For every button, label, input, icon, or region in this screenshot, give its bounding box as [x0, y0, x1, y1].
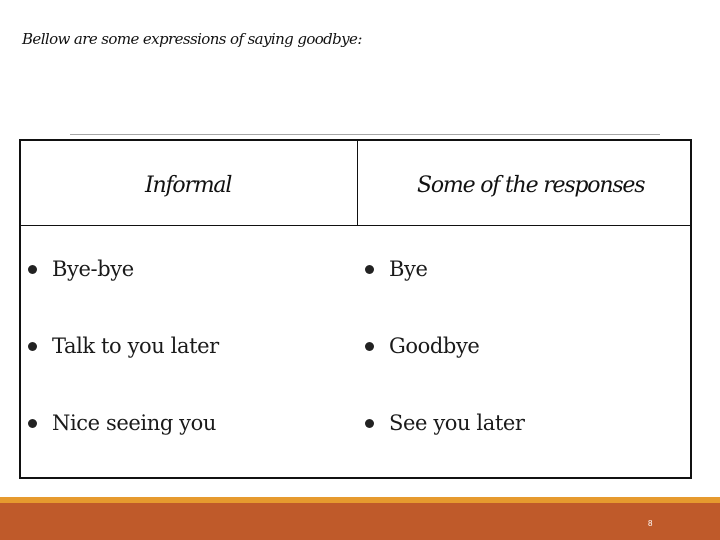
response-item-bye [365, 257, 428, 281]
response-item-text: Bye [389, 257, 428, 281]
bullet-icon [365, 342, 374, 351]
header-informal: Informal [145, 173, 232, 198]
informal-item-text: Bye-bye [52, 257, 134, 281]
header-column-divider [357, 141, 358, 225]
response-item-see-you-later [365, 411, 525, 435]
divider-line [70, 134, 660, 135]
response-item-text: Goodbye [389, 334, 480, 358]
informal-item-text: Talk to you later [52, 334, 219, 358]
bullet-icon [28, 265, 37, 274]
response-item-goodbye [365, 334, 479, 358]
informal-item-text: Nice seeing you [52, 411, 216, 435]
informal-item-talk-later [28, 334, 219, 358]
informal-item-nice-seeing [28, 411, 216, 435]
bullet-icon [28, 342, 37, 351]
bullet-icon [28, 419, 37, 428]
header-row-divider [21, 225, 690, 226]
response-item-text: See you later [389, 411, 525, 435]
bullet-icon [365, 419, 374, 428]
header-responses: Some of the responses [417, 173, 645, 198]
footer-bar [0, 503, 720, 540]
informal-item-bye-bye [28, 257, 134, 281]
bullet-icon [365, 265, 374, 274]
intro-text: Bellow are some expressions of saying goodbye: [22, 30, 362, 48]
expressions-table [19, 139, 692, 479]
page-number: 8 [648, 519, 653, 528]
